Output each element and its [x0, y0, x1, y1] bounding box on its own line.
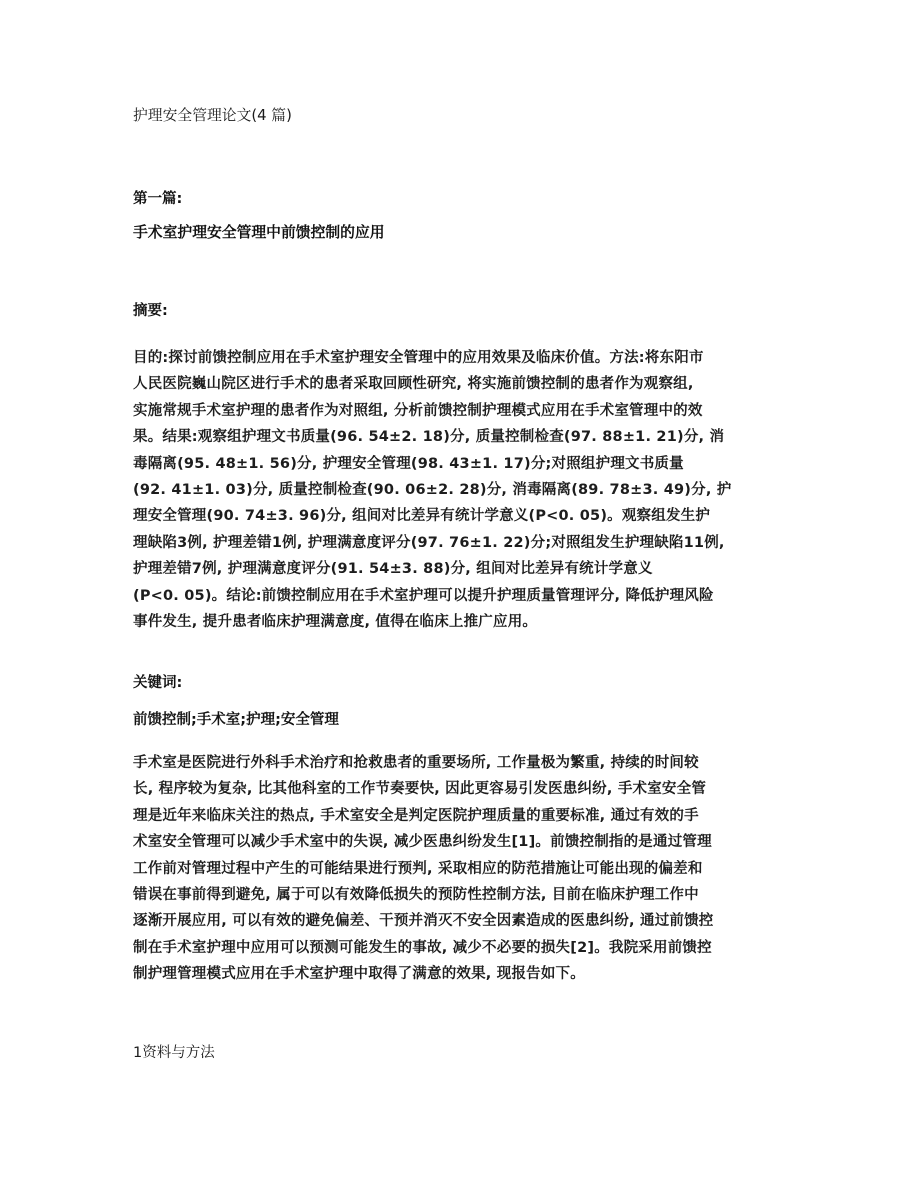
section-heading-1: 1资料与方法 — [133, 1045, 215, 1061]
keywords-list: 前馈控制;手术室;护理;安全管理 — [133, 712, 339, 728]
abstract-line: 实施常规手术室护理的患者作为对照组, 分析前馈控制护理模式应用在手术室管理中的效 — [133, 402, 703, 419]
intro-line: 术室安全管理可以减少手术室中的失误, 减少医患纠纷发生[1]。前馈控制指的是通过管理 — [133, 834, 712, 851]
page-title: 护理安全管理论文(4 篇) — [133, 107, 292, 124]
article-title: 手术室护理安全管理中前馈控制的应用 — [133, 224, 385, 241]
intro-line: 长, 程序较为复杂, 比其他科室的工作节奏要快, 因此更容易引发医患纠纷, 手术室安全管 — [133, 781, 707, 798]
abstract-line: 护理差错7例, 护理满意度评分(91. 54±3. 88)分, 组间对比差异有统计学意义 — [133, 561, 653, 578]
intro-line: 制在手术室护理中应用可以预测可能发生的事故, 减少不必要的损失[2]。我院采用前馈控 — [133, 939, 712, 956]
abstract-line: 毒隔离(95. 48±1. 56)分, 护理安全管理(98. 43±1. 17)分;对照组护理文书质量 — [133, 455, 684, 472]
introduction-body — [133, 750, 795, 988]
intro-line: 制护理管理模式应用在手术室护理中取得了满意的效果, 现报告如下。 — [133, 966, 585, 983]
keywords-label: 关键词: — [133, 675, 183, 691]
abstract-line: (P<0. 05)。结论:前馈控制应用在手术室护理可以提升护理质量管理评分, 降低护理风险 — [133, 587, 714, 604]
intro-line: 工作前对管理过程中产生的可能结果进行预判, 采取相应的防范措施让可能出现的偏差和 — [133, 860, 703, 877]
intro-line: 错误在事前得到避免, 属于可以有效降低损失的预防性控制方法, 目前在临床护理工作中 — [133, 887, 699, 904]
abstract-line: (92. 41±1. 03)分, 质量控制检查(90. 06±2. 28)分, 消毒隔离(89. 78±3. 49)分, 护 — [133, 482, 732, 499]
abstract-line: 果。结果:观察组护理文书质量(96. 54±2. 18)分, 质量控制检查(97. 88±1. 21)分, 消 — [133, 429, 725, 446]
intro-line: 手术室是医院进行外科手术治疗和抢救患者的重要场所, 工作量极为繁重, 持续的时间较 — [133, 755, 699, 771]
abstract-label: 摘要: — [133, 303, 168, 319]
abstract-line: 理缺陷3例, 护理差错1例, 护理满意度评分(97. 76±1. 22)分;对照组发生护理缺陷11例, — [133, 534, 725, 551]
intro-line: 逐渐开展应用, 可以有效的避免偏差、干预并消灭不安全因素造成的医患纠纷, 通过前馈控 — [133, 913, 714, 930]
abstract-body — [133, 345, 795, 635]
abstract-line: 人民医院巍山院区进行手术的患者采取回顾性研究, 将实施前馈控制的患者作为观察组, — [133, 376, 694, 393]
intro-line: 理是近年来临床关注的热点, 手术室安全是判定医院护理质量的重要标准, 通过有效的手 — [133, 807, 699, 824]
abstract-line: 目的:探讨前馈控制应用在手术室护理安全管理中的应用效果及临床价值。方法:将东阳市 — [133, 350, 704, 366]
abstract-line: 事件发生, 提升患者临床护理满意度, 值得在临床上推广应用。 — [133, 614, 538, 631]
part-label: 第一篇: — [133, 191, 183, 207]
abstract-line: 理安全管理(90. 74±3. 96)分, 组间对比差异有统计学意义(P<0. 05)。观察组发生护 — [133, 508, 711, 525]
